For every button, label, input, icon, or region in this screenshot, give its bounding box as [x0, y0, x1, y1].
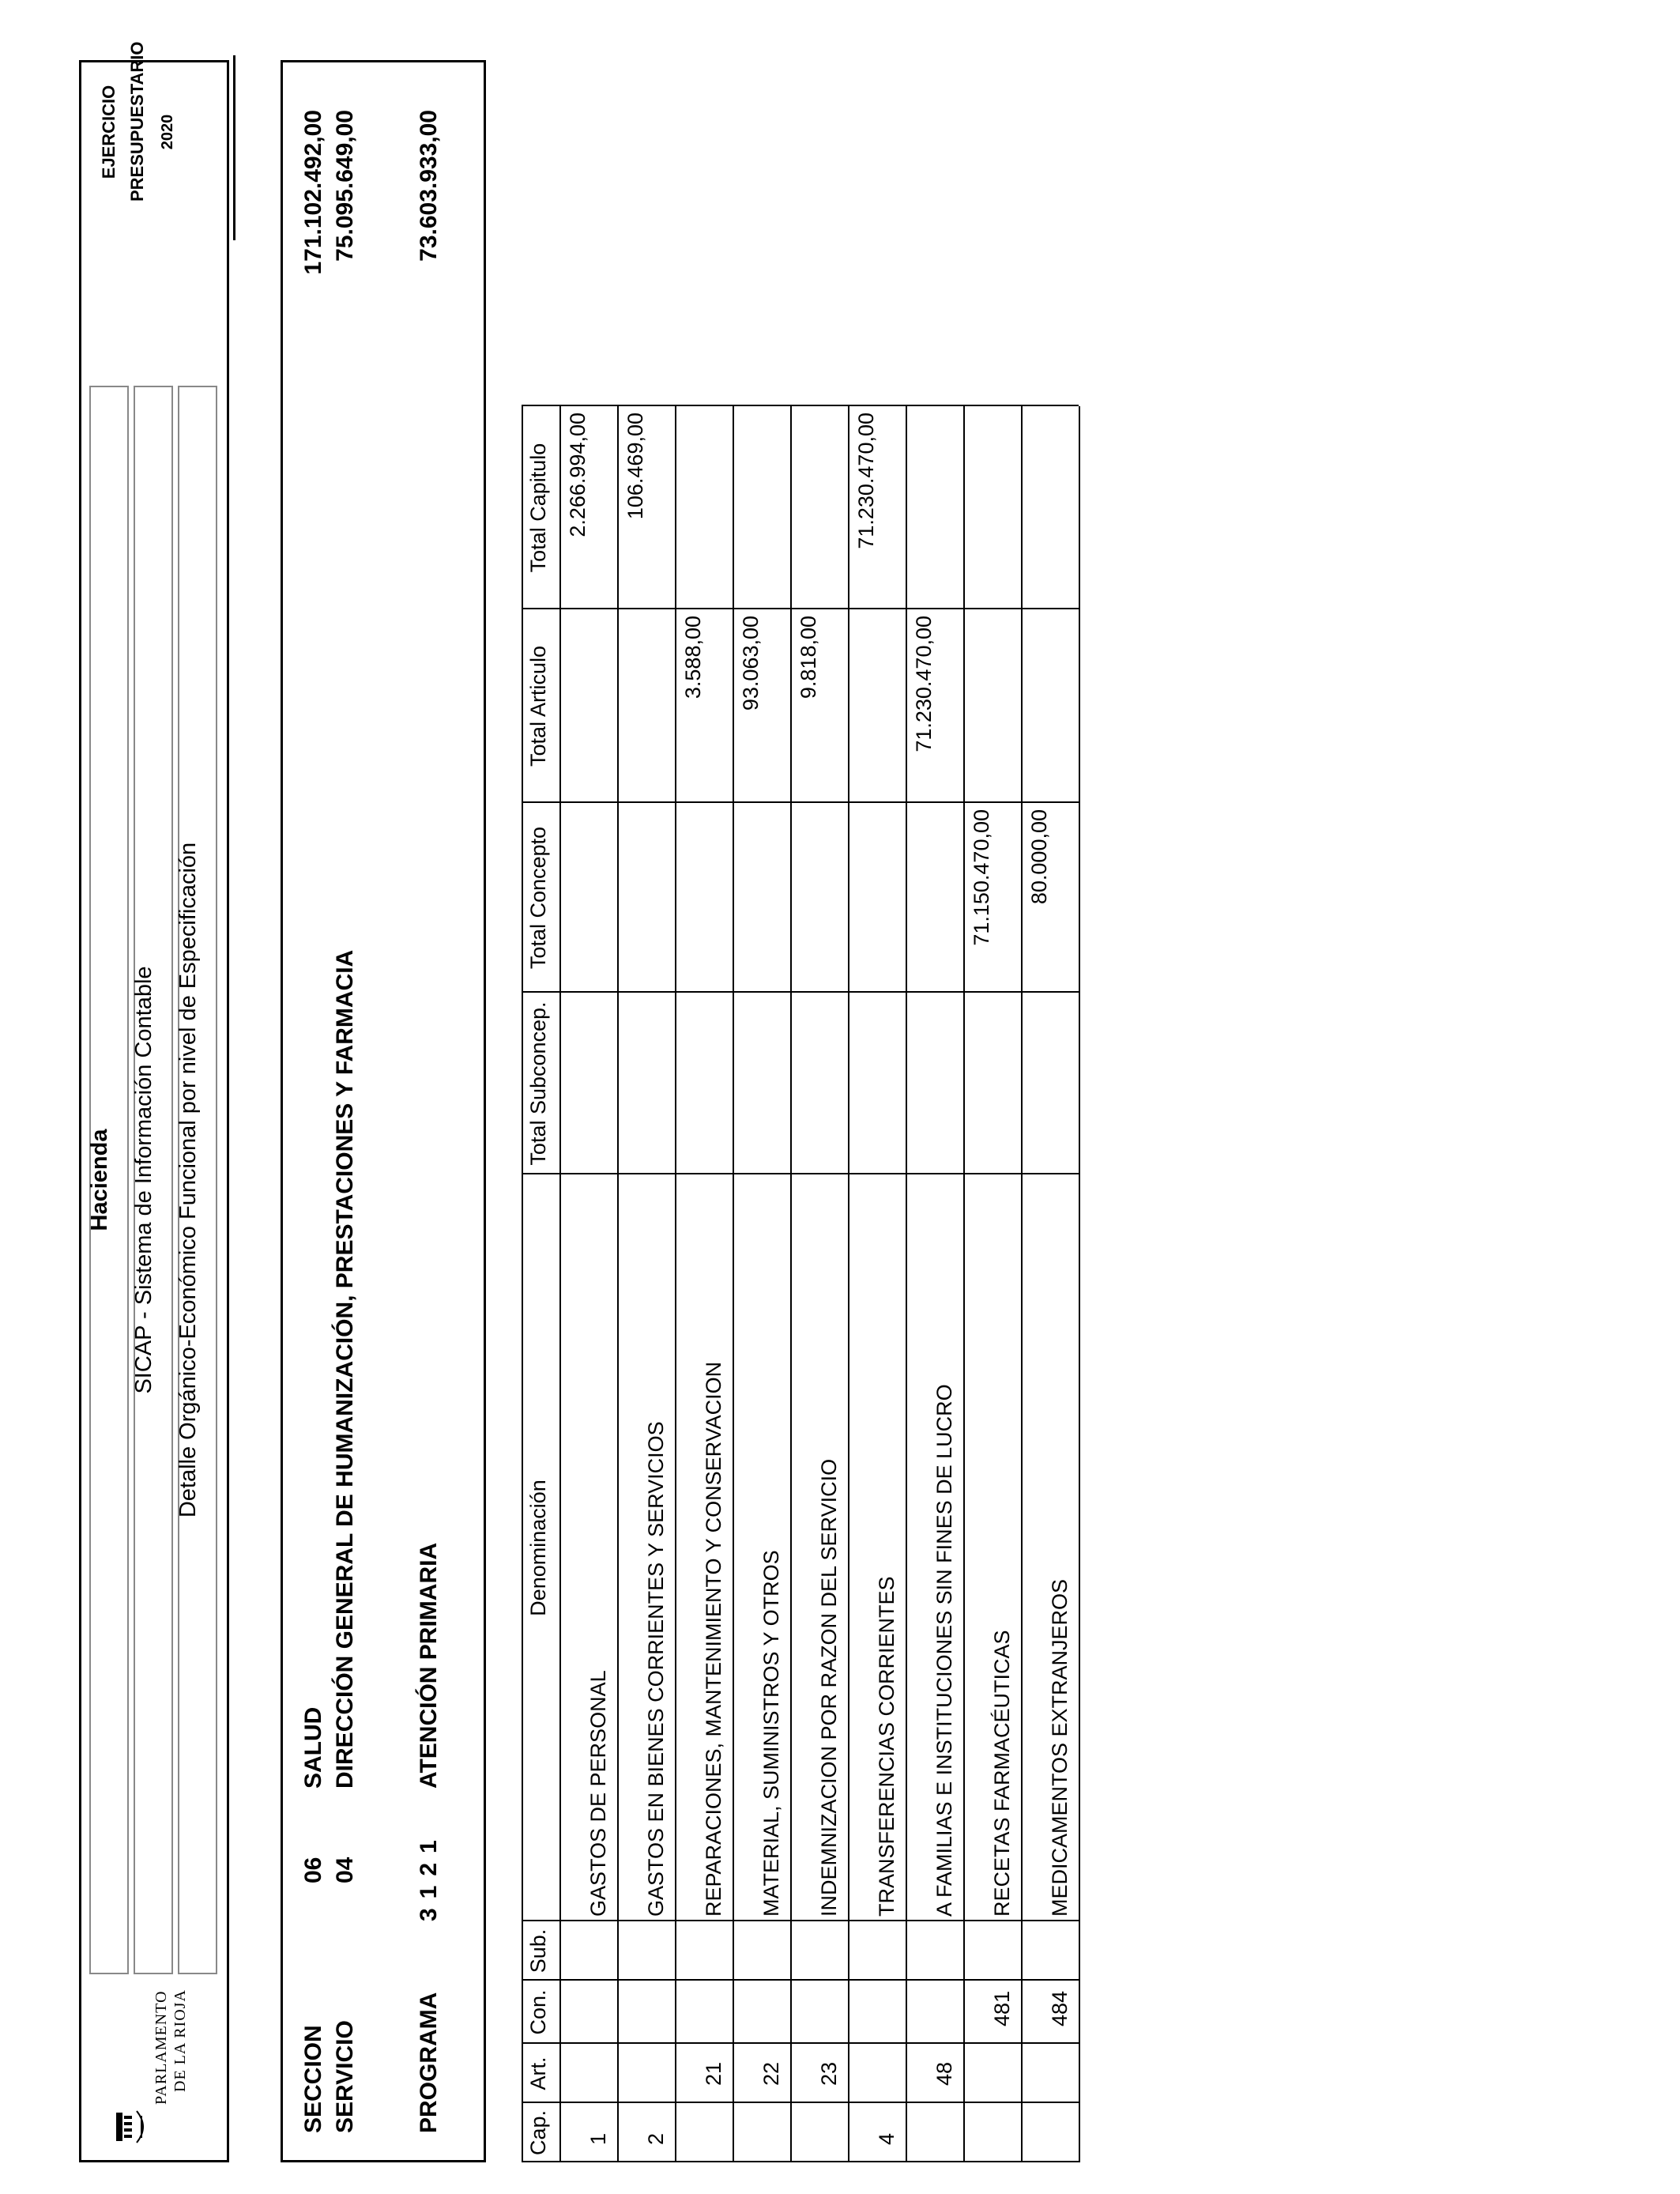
column-border	[522, 1173, 1079, 1174]
cell-total-capitulo: 2.266.994,00	[566, 413, 590, 537]
column-border	[522, 608, 1079, 609]
system-name: SICAP - Sistema de Información Contable	[131, 966, 156, 1394]
cell-total-concepto: 71.150.470,00	[970, 809, 993, 946]
column-border	[522, 2161, 1079, 2162]
parliament-logo	[81, 1989, 227, 2160]
fiscal-year: 2020	[159, 114, 176, 150]
row-border	[1079, 406, 1080, 2162]
column-border	[522, 2042, 1079, 2044]
column-border	[522, 2102, 1079, 2103]
row-border	[790, 406, 792, 2162]
cell-total-articulo: 93.063,00	[739, 616, 763, 711]
presupuestario-label: PRESUPUESTARIO	[127, 41, 147, 202]
report-detail-title: Detalle Orgánico-Económico Funcional por nivel de Especificación	[175, 842, 201, 1518]
cell-denominacion: MATERIAL, SUMINISTROS Y OTROS	[759, 1550, 783, 1917]
cell-denominacion: A FAMILIAS E INSTITUCIONES SIN FINES DE LUCRO	[932, 1384, 956, 1917]
column-header-total-articulo: Total Articulo	[526, 645, 550, 767]
row-border	[559, 406, 561, 2162]
servicio-code: 04	[332, 1857, 358, 1883]
logo-text-line2: DE LA RIOJA	[171, 1989, 189, 2092]
column-header-art: Art.	[526, 2056, 550, 2090]
cell-denominacion: GASTOS DE PERSONAL	[586, 1670, 610, 1917]
row-border	[848, 406, 849, 2162]
ejercicio-label: EJERCICIO	[99, 85, 119, 179]
servicio-total: 75.095.649,00	[332, 110, 358, 262]
column-border	[522, 405, 1079, 406]
column-header-denominacion: Denominación	[526, 1480, 550, 1616]
cell-art: 23	[817, 2061, 841, 2086]
cell-art: 21	[702, 2061, 725, 2086]
servicio-name: DIRECCIÓN GENERAL DE HUMANIZACIÓN, PRESTACIONES Y FARMACIA	[332, 949, 358, 1789]
seccion-label: SECCION	[300, 2025, 326, 2133]
cell-art: 48	[932, 2061, 956, 2086]
cell-denominacion: GASTOS EN BIENES CORRIENTES Y SERVICIOS	[644, 1421, 668, 1917]
row-border	[906, 406, 907, 2162]
column-border	[522, 991, 1079, 993]
cell-denominacion: RECETAS FARMACÉUTICAS	[990, 1630, 1014, 1917]
column-header-total-concepto: Total Concepto	[526, 826, 550, 970]
cell-total-concepto: 80.000,00	[1027, 809, 1051, 905]
seccion-name: SALUD	[300, 1706, 326, 1789]
row-border	[1021, 406, 1023, 2162]
cell-denominacion: REPARACIONES, MANTENIMIENTO Y CONSERVACION	[702, 1361, 725, 1917]
column-header-con: Con.	[526, 1989, 550, 2035]
org-name: Hacienda	[87, 1129, 112, 1231]
divider	[233, 55, 235, 240]
column-header-cap: Cap.	[526, 2109, 550, 2156]
parliament-emblem-icon	[115, 2109, 149, 2144]
cell-denominacion: MEDICAMENTOS EXTRANJEROS	[1048, 1578, 1072, 1917]
cell-denominacion: INDEMNIZACION POR RAZON DEL SERVICIO	[817, 1458, 841, 1917]
cell-art: 22	[759, 2061, 783, 2086]
row-border	[617, 406, 619, 2162]
row-border	[733, 406, 734, 2162]
report-header	[79, 41, 229, 2162]
cell-total-articulo: 9.818,00	[797, 616, 820, 699]
section-summary	[281, 60, 486, 2162]
servicio-label: SERVICIO	[332, 2020, 358, 2133]
logo-text-line1: PARLAMENTO	[153, 1990, 170, 2105]
row-border	[675, 406, 676, 2162]
column-header-sub: Sub.	[526, 1928, 550, 1973]
cell-cap: 4	[875, 2132, 898, 2145]
budget-table	[522, 60, 1079, 2162]
programa-label: PROGRAMA	[416, 1992, 442, 2133]
column-header-total-subconcepto: Total Subconcep.	[526, 1001, 550, 1166]
seccion-total: 171.102.492,00	[300, 110, 326, 275]
cell-cap: 2	[644, 2132, 668, 2145]
cell-cap: 1	[586, 2132, 610, 2145]
cell-denominacion: TRANSFERENCIAS CORRIENTES	[875, 1576, 898, 1917]
programa-code: 3121	[416, 1830, 442, 1921]
cell-total-articulo: 71.230.470,00	[912, 616, 936, 752]
programa-total: 73.603.933,00	[416, 110, 442, 262]
cell-total-articulo: 3.588,00	[681, 616, 705, 699]
column-header-total-capitulo: Total Capitulo	[526, 443, 550, 573]
column-border	[522, 1920, 1079, 1921]
fiscal-year-box	[81, 41, 227, 202]
cell-total-capitulo: 106.469,00	[623, 413, 647, 520]
cell-con: 484	[1048, 1990, 1072, 2026]
column-border	[522, 1979, 1079, 1981]
row-border	[522, 406, 523, 2162]
cell-con: 481	[990, 1990, 1014, 2026]
seccion-code: 06	[300, 1857, 326, 1883]
row-border	[963, 406, 965, 2162]
cell-total-capitulo: 71.230.470,00	[854, 413, 878, 549]
programa-name: ATENCIÓN PRIMARIA	[416, 1542, 442, 1789]
